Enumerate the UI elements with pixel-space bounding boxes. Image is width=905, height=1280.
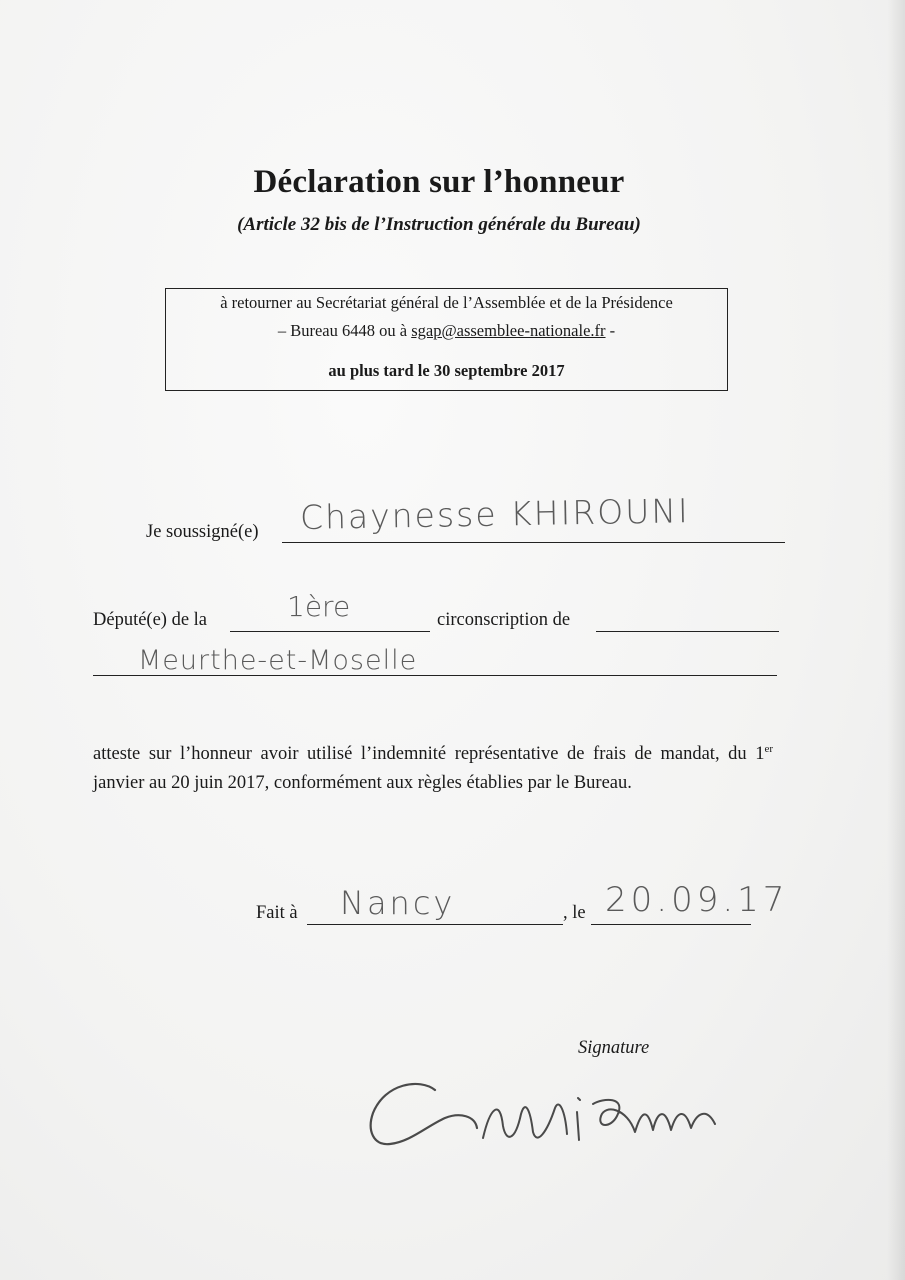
depute-line	[230, 631, 430, 632]
le-label: , le	[563, 903, 586, 923]
notice-line-2-suffix: -	[605, 321, 616, 340]
soussigne-label: Je soussigné(e)	[146, 522, 259, 542]
notice-line-1: à retourner au Secrétariat général de l’Assemblée et de la Présidence	[220, 293, 673, 312]
depute-label: Député(e) de la	[93, 610, 208, 630]
document-subtitle: (Article 32 bis de l’Instruction générale du Bureau)	[237, 214, 641, 235]
signature-scribble	[365, 1068, 745, 1158]
date-handwritten[interactable]: 20.09.17	[605, 880, 789, 920]
soussigne-line	[282, 542, 785, 543]
circonscription-line	[596, 631, 779, 632]
signature-image	[365, 1068, 745, 1163]
notice-line-2-prefix: – Bureau 6448 ou à	[277, 321, 412, 340]
paper-edge-shadow	[887, 0, 905, 1280]
departement-handwritten[interactable]: Meurthe-et-Moselle	[138, 645, 418, 676]
deadline-text: au plus tard le 30 septembre 2017	[328, 361, 565, 380]
date-line	[591, 924, 751, 925]
email-link[interactable]: sgap@assemblee-nationale.fr	[411, 321, 606, 340]
soussigne-handwritten[interactable]: Chaynesse KHIROUNI	[299, 491, 691, 537]
notice-box	[165, 288, 728, 391]
place-handwritten[interactable]: Nancy	[340, 884, 456, 922]
notice-line-2	[166, 319, 727, 343]
attestation-text	[93, 740, 773, 798]
fait-a-label: Fait à	[256, 903, 298, 923]
attestation-superscript: er	[764, 743, 773, 755]
place-line	[307, 924, 563, 925]
attestation-part-1: atteste sur l’honneur avoir utilisé l’indemnité représentative de frais de mandat, du 1	[93, 744, 765, 764]
signature-label: Signature	[578, 1038, 650, 1058]
depute-handwritten[interactable]: 1ère	[287, 590, 351, 623]
attestation-part-2: janvier au 20 juin 2017, conformément aux règles établies par le Bureau.	[93, 773, 632, 793]
document-title: Déclaration sur l’honneur	[253, 164, 625, 200]
circonscription-label: circonscription de	[437, 610, 571, 630]
